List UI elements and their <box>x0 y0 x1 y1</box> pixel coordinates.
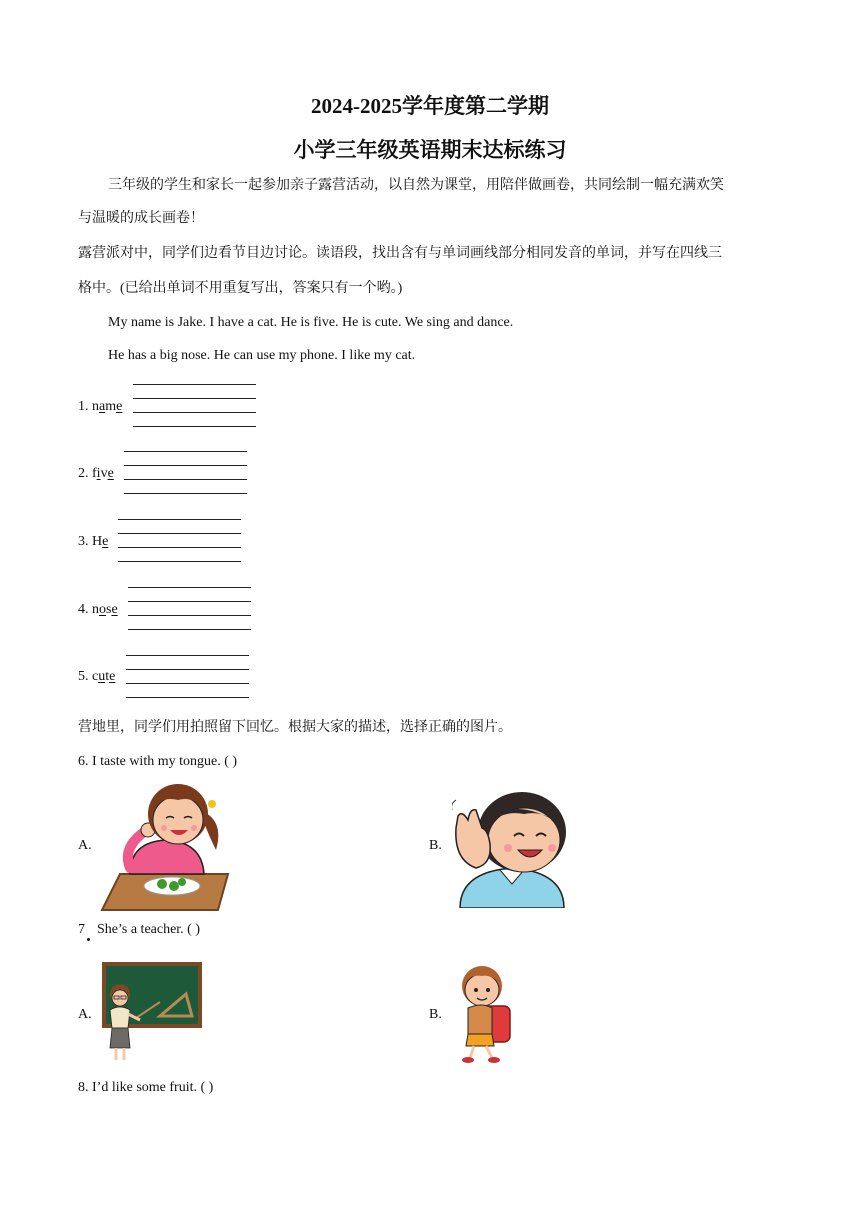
word-number: 1. <box>78 399 89 414</box>
instruction-line-2: 格中。(已给出单词不用重复写出，答案只有一个哟。) <box>78 281 403 296</box>
intro-line-2: 与温暖的成长画卷！ <box>78 211 204 226</box>
word-pre: c <box>92 669 99 684</box>
underlined-letter: e <box>111 602 118 617</box>
question-8: 8. I’d like some fruit. ( ) <box>78 1080 214 1095</box>
underlined-letter: e <box>102 534 109 549</box>
boy-listening-image[interactable] <box>452 780 578 908</box>
passage-line-2: He has a big nose. He can use my phone. I like my cat. <box>108 348 416 363</box>
underlined-letter: e <box>116 399 123 414</box>
q7-option-b-label: B. <box>429 1007 442 1022</box>
q6-option-a-label: A. <box>78 838 92 853</box>
underlined-letter: e <box>107 466 114 481</box>
word-pre: f <box>92 466 97 481</box>
word-mid: s <box>106 602 112 617</box>
section2-instruction: 营地里，同学们用拍照留下回忆。根据大家的描述，选择正确的图片。 <box>78 720 512 735</box>
word-mid: t <box>105 669 110 684</box>
question-7-number: 7 <box>78 922 85 937</box>
question-7: She’s a teacher. ( ) <box>97 922 201 937</box>
title-exam: 小学三年级英语期末达标练习 <box>293 138 567 162</box>
word-item-3 <box>78 534 108 550</box>
q6-option-b-label: B. <box>429 838 442 853</box>
underlined-letter: e <box>109 669 116 684</box>
intro-line-1: 三年级的学生和家长一起参加亲子露营活动，以自然为课堂，用陪伴做画卷，共同绘制一幅充满欢笑 <box>108 178 724 193</box>
word-number: 3. <box>78 534 89 549</box>
underlined-letter: a <box>99 399 106 414</box>
q7-option-a-label: A. <box>78 1007 92 1022</box>
word-pre: n <box>92 399 99 414</box>
word-mid: v <box>100 466 108 481</box>
word-number: 4. <box>78 602 89 617</box>
word-item-4 <box>78 602 118 618</box>
instruction-line-1: 露营派对中，同学们边看节目边讨论。读语段，找出含有与单词画线部分相同发音的单词，并写在四线三 <box>78 246 722 261</box>
word-mid: m <box>105 399 117 414</box>
title-year: 2024-2025学年度第二学期 <box>311 94 549 118</box>
passage-line-1: My name is Jake. I have a cat. He is five. He is cute. We sing and dance. <box>108 315 514 330</box>
underlined-letter: o <box>99 602 106 617</box>
word-item-1 <box>78 399 122 415</box>
underlined-letter: u <box>98 669 106 684</box>
question-7-dot <box>87 938 90 941</box>
teacher-at-blackboard-image[interactable] <box>100 962 204 1064</box>
word-pre: n <box>92 602 99 617</box>
word-pre: H <box>92 534 103 549</box>
student-with-backpack-image[interactable] <box>452 962 516 1064</box>
underlined-letter: i <box>96 466 101 481</box>
word-item-5 <box>78 669 115 685</box>
girl-eating-broccoli-image[interactable] <box>100 778 232 912</box>
word-number: 5. <box>78 669 89 684</box>
word-number: 2. <box>78 466 89 481</box>
word-item-2 <box>78 466 114 482</box>
question-6: 6. I taste with my tongue. ( ) <box>78 754 238 769</box>
